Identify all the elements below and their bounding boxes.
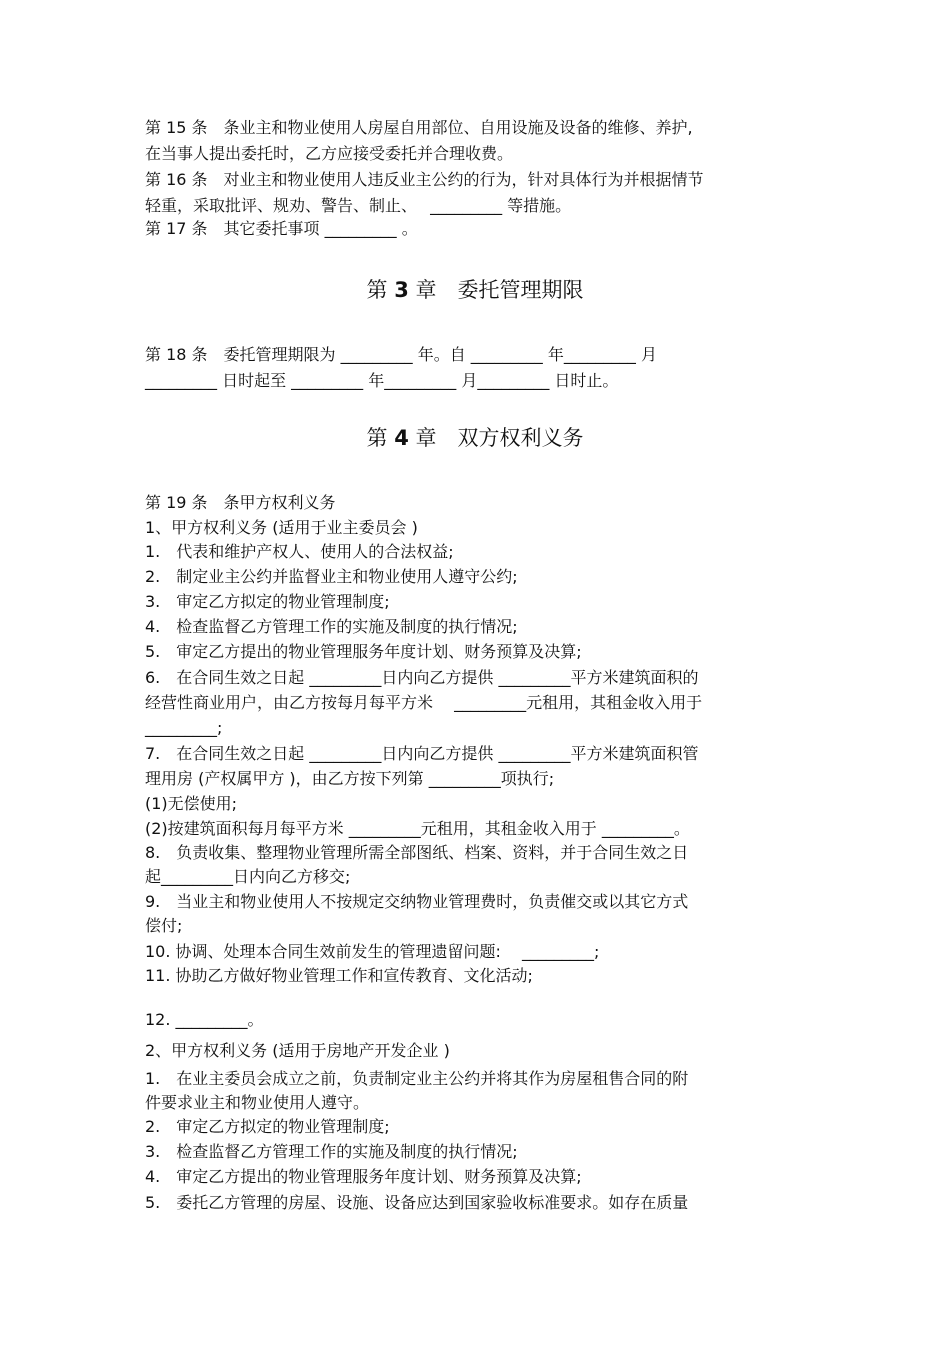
chapter-4-heading (0, 425, 950, 451)
article-18-line-1: 第 18 条 委托管理期限为 _________ 年。自 _________ 年_________ 月 (145, 345, 657, 364)
list-item: 11. 协助乙方做好物业管理工作和宣传教育、文化活动; (145, 966, 533, 985)
list-item-continued: _________; (145, 718, 223, 737)
section-2-heading: 2、甲方权利义务 (适用于房地产开发企业 ) (145, 1041, 450, 1060)
list-item: 12. _________。 (145, 1010, 264, 1029)
list-item: 5. 审定乙方提出的物业管理服务年度计划、财务预算及决算; (145, 642, 582, 661)
chapter-3-prefix: 第 (366, 278, 395, 302)
list-item-continued: 件要求业主和物业使用人遵守。 (145, 1093, 370, 1112)
article-18-line-2: _________ 日时起至 _________ 年_________ 月_________ 日时止。 (145, 371, 619, 390)
chapter-3-number: 3 (394, 278, 409, 302)
chapter-4-number: 4 (394, 426, 409, 450)
article-19-title: 第 19 条 条甲方权利义务 (145, 493, 336, 512)
list-item: 1. 在业主委员会成立之前，负责制定业主公约并将其作为房屋租售合同的附 (145, 1069, 689, 1088)
list-item: 3. 检查监督乙方管理工作的实施及制度的执行情况; (145, 1142, 518, 1161)
list-item: 2. 审定乙方拟定的物业管理制度; (145, 1117, 390, 1136)
list-item: 4. 审定乙方提出的物业管理服务年度计划、财务预算及决算; (145, 1167, 582, 1186)
list-item: 1. 代表和维护产权人、使用人的合法权益; (145, 542, 454, 561)
chapter-4-prefix: 第 (366, 426, 395, 450)
list-item-continued: 理用房 (产权属甲方 )，由乙方按下列第 _________项执行; (145, 769, 555, 788)
chapter-4-title: 章 双方权利义务 (408, 426, 584, 450)
chapter-3-title: 章 委托管理期限 (408, 278, 584, 302)
list-item: 5. 委托乙方管理的房屋、设施、设备应达到国家验收标准要求。如存在质量 (145, 1193, 689, 1212)
list-item-continued: 起_________日内向乙方移交; (145, 867, 351, 886)
list-item: 7. 在合同生效之日起 _________日内向乙方提供 _________平方米建筑面积管 (145, 744, 699, 763)
list-item-continued: (1)无偿使用; (145, 794, 238, 813)
article-16-line-2: 轻重，采取批评、规劝、警告、制止、 _________ 等措施。 (145, 196, 572, 215)
list-item: 10. 协调、处理本合同生效前发生的管理遗留问题: _________; (145, 942, 600, 961)
article-17-line: 第 17 条 其它委托事项 _________ 。 (145, 219, 418, 238)
list-item-continued: 经营性商业用户，由乙方按每月每平方米 _________元租用，其租金收入用于 (145, 693, 703, 712)
article-16-line-1: 第 16 条 对业主和物业使用人违反业主公约的行为，针对具体行为并根据情节 (145, 170, 704, 189)
article-15-line-2: 在当事人提出委托时，乙方应接受委托并合理收费。 (145, 144, 514, 163)
article-15-line-1: 第 15 条 条业主和物业使用人房屋自用部位、自用设施及设备的维修、养护, (145, 118, 693, 137)
list-item: 6. 在合同生效之日起 _________日内向乙方提供 _________平方米建筑面积的 (145, 668, 699, 687)
list-item: 9. 当业主和物业使用人不按规定交纳物业管理费时，负责催交或以其它方式 (145, 892, 689, 911)
section-1-heading: 1、甲方权利义务 (适用于业主委员会 ) (145, 518, 418, 537)
list-item: 4. 检查监督乙方管理工作的实施及制度的执行情况; (145, 617, 518, 636)
list-item: 8. 负责收集、整理物业管理所需全部图纸、档案、资料，并于合同生效之日 (145, 843, 689, 862)
chapter-3-heading (0, 277, 950, 303)
list-item-continued: (2)按建筑面积每月每平方米 _________元租用，其租金收入用于 _________。 (145, 819, 690, 838)
list-item: 2. 制定业主公约并监督业主和物业使用人遵守公约; (145, 567, 518, 586)
list-item: 3. 审定乙方拟定的物业管理制度; (145, 592, 390, 611)
list-item-continued: 偿付; (145, 916, 183, 935)
